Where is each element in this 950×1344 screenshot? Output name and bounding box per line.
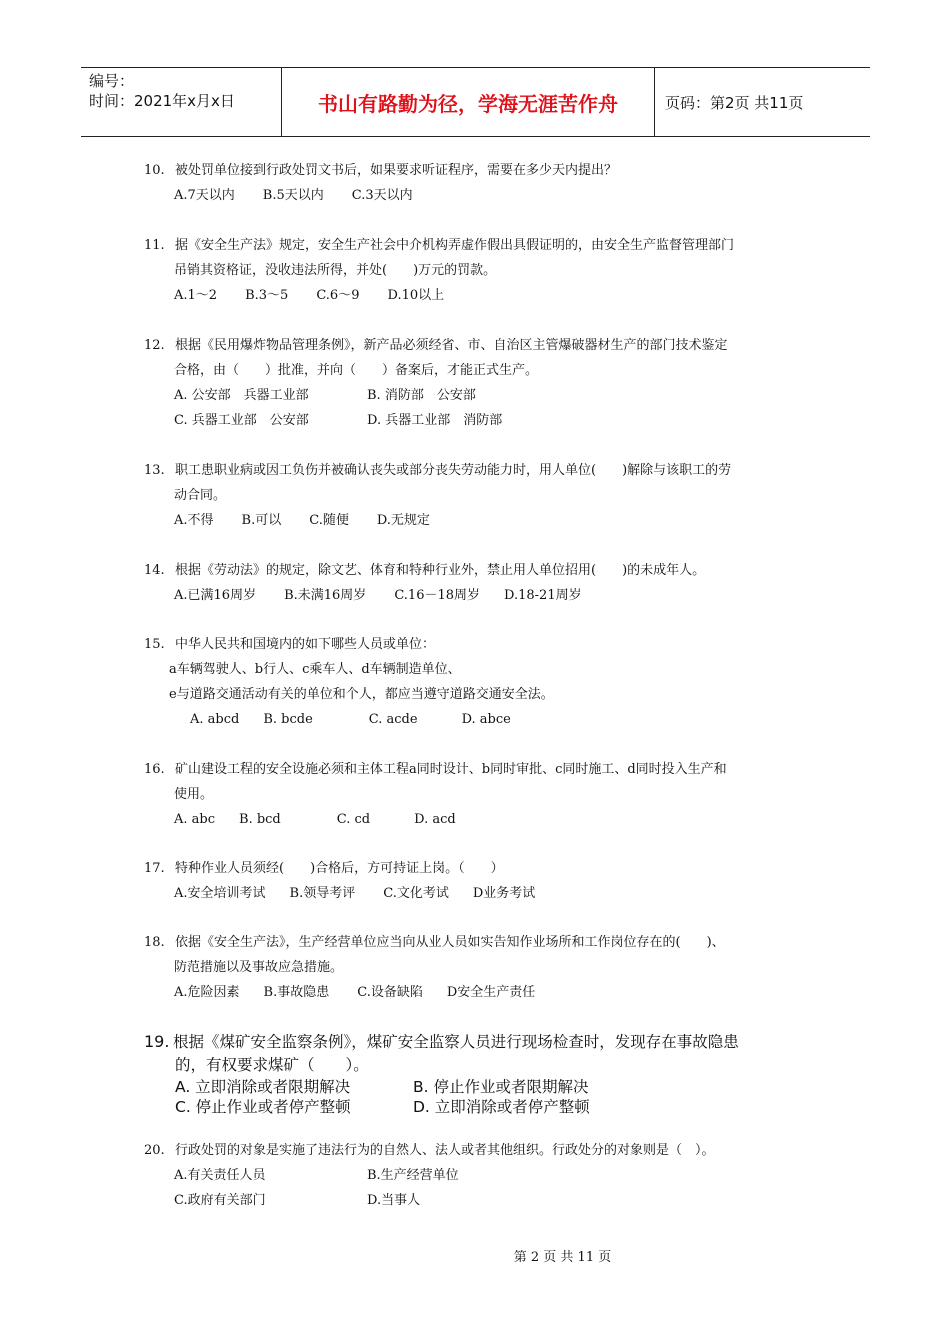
question-item [144,1138,824,1213]
option-row [144,583,824,608]
option-item: A. 公安部 兵器工业部 [174,388,309,403]
option-item: B. bcde [263,712,313,727]
question-text: a车辆驾驶人、b行人、c乘车人、d车辆制造单位、 [169,662,461,677]
option-item: B. 停止作业或者限期解决 [413,1078,589,1096]
option-row [144,283,824,308]
option-item: A.已满16周岁 [174,588,257,603]
question-text-line [144,1054,824,1077]
question-number: 10. [144,163,165,178]
question-text-line [144,558,824,583]
option-item: A.1～2 [174,288,218,303]
option-row [144,881,824,906]
question-text-line [144,483,824,508]
question-number: 15. [144,637,165,652]
question-text-line [144,930,824,955]
question-number: 14. [144,563,165,578]
option-item: A.不得 [174,513,214,528]
option-row [144,183,824,208]
option-row [144,1077,824,1097]
page-header [81,67,870,137]
option-item: C. acde [368,712,418,727]
option-item: B.生产经营单位 [367,1168,459,1183]
question-number: 11. [144,238,165,253]
option-item: B.事故隐患 [263,985,330,1000]
question-item [144,158,824,208]
question-number: 19. [144,1032,170,1051]
option-row [144,1097,824,1117]
option-item: B. 消防部 公安部 [367,388,476,403]
option-item: A.安全培训考试 [174,886,266,901]
option-item: D.18-21周岁 [504,588,582,603]
question-text-line [144,258,824,283]
question-number: 16. [144,762,165,777]
page-footer: 第 2 页 共 11 页 [513,1250,612,1265]
question-text: 行政处罚的对象是实施了违法行为的自然人、法人或者其他组织。行政处分的对象则是（ ）。 [175,1143,715,1158]
question-text: 根据《煤矿安全监察条例》，煤矿安全监察人员进行现场检查时，发现存在事故隐患 [173,1033,739,1051]
option-item: A. abcd [190,712,240,727]
option-item: C.16－18周岁 [394,588,481,603]
question-item [144,757,824,832]
option-row [144,707,824,732]
option-item: B.领导考评 [289,886,356,901]
option-item: C.政府有关部门 [174,1193,266,1208]
doc-number-label: 编号： [89,72,135,90]
question-number: 18. [144,935,165,950]
question-text-line [144,856,824,881]
question-text-line [144,757,824,782]
question-text: 合格，由（ ）批准，并向（ ）备案后，才能正式生产。 [174,363,539,378]
option-item: C. cd [336,812,371,827]
question-number: 20. [144,1143,165,1158]
option-item: B. bcd [239,812,281,827]
option-item: B.5天以内 [262,188,324,203]
question-number: 13. [144,463,165,478]
doc-time-label: 时间：2021年x月x日 [89,92,235,110]
question-text-line [144,657,824,682]
question-text: 的，有权要求煤矿（ ）。 [175,1056,369,1074]
question-text: 据《安全生产法》规定，安全生产社会中介机构弄虚作假出具假证明的，由安全生产监督管理部门 [175,238,735,253]
header-motto: 书山有路勤为径，学海无涯苦作舟 [282,68,655,136]
question-item [144,558,824,608]
option-row [144,383,824,408]
question-text: 防范措施以及事故应急措施。 [174,960,344,975]
option-item: D.当事人 [367,1193,421,1208]
option-item: D. 兵器工业部 消防部 [367,413,503,428]
question-text-line [144,1030,824,1054]
question-text: 根据《劳动法》的规定，除文艺、体育和特种行业外，禁止用人单位招用( )的未成年人。 [175,563,706,578]
option-item: B.3～5 [245,288,289,303]
option-row [144,980,824,1005]
question-number: 12. [144,338,165,353]
question-text: 矿山建设工程的安全设施必须和主体工程a同时设计、b同时审批、c同时施工、d同时投入生产和 [175,762,727,777]
option-row [144,807,824,832]
option-item: D安全生产责任 [446,985,536,1000]
question-19 [144,1030,824,1117]
option-item: C.6～9 [316,288,360,303]
option-item: A.危险因素 [174,985,240,1000]
option-row [144,508,824,533]
question-item [144,930,824,1005]
question-text-line [144,1138,824,1163]
option-item: A. abc [174,812,216,827]
question-item [144,632,824,732]
option-item: C.3天以内 [351,188,413,203]
option-item: D.10以上 [387,288,445,303]
question-text-line [144,632,824,657]
question-text: 使用。 [174,787,214,802]
header-info [81,68,282,136]
option-row [144,1188,824,1213]
question-item [144,856,824,906]
header-page-info: 页码：第2页 共11页 [665,93,804,112]
option-item: D业务考试 [472,886,536,901]
question-text-line [144,233,824,258]
option-item: B.未满16周岁 [284,588,367,603]
question-item [144,333,824,433]
option-item: C.文化考试 [383,886,449,901]
option-item: C. 兵器工业部 公安部 [174,413,309,428]
option-item: D. abce [461,712,511,727]
question-text-line [144,782,824,807]
option-row [144,408,824,433]
option-row [144,1163,824,1188]
option-item: A. 立即消除或者限期解决 [175,1078,351,1096]
question-number: 17. [144,861,165,876]
question-text: 被处罚单位接到行政处罚文书后，如果要求听证程序，需要在多少天内提出？ [175,163,618,178]
question-text: e与道路交通活动有关的单位和个人，都应当遵守道路交通安全法。 [169,687,554,702]
option-item: A.有关责任人员 [174,1168,266,1183]
question-item [144,233,824,308]
option-item: C. 停止作业或者停产整顿 [175,1098,351,1116]
option-item: D. 立即消除或者停产整顿 [413,1098,590,1116]
option-item: D.无规定 [376,513,430,528]
question-text-line [144,682,824,707]
question-text: 特种作业人员须经( )合格后，方可持证上岗。（ ） [175,861,504,876]
question-text: 职工患职业病或因工负伤并被确认丧失或部分丧失劳动能力时，用人单位( )解除与该职工的劳 [175,463,732,478]
question-text-line [144,955,824,980]
option-item: C.设备缺陷 [357,985,423,1000]
question-text: 中华人民共和国境内的如下哪些人员或单位： [175,637,436,652]
question-text-line [144,358,824,383]
question-text-line [144,158,824,183]
option-item: A.7天以内 [174,188,235,203]
question-text: 根据《民用爆炸物品管理条例》，新产品必须经省、市、自治区主管爆破器材生产的部门技术鉴定 [175,338,728,353]
option-item: C.随便 [309,513,349,528]
question-text: 动合同。 [174,488,227,503]
question-text: 依据《安全生产法》，生产经营单位应当向从业人员如实告知作业场所和工作岗位存在的( )、 [175,935,725,950]
question-item [144,458,824,533]
option-item: B.可以 [241,513,282,528]
question-text-line [144,458,824,483]
question-text-line [144,333,824,358]
question-text: 吊销其资格证，没收违法所得，并处( )万元的罚款。 [174,263,497,278]
option-item: D. acd [414,812,456,827]
